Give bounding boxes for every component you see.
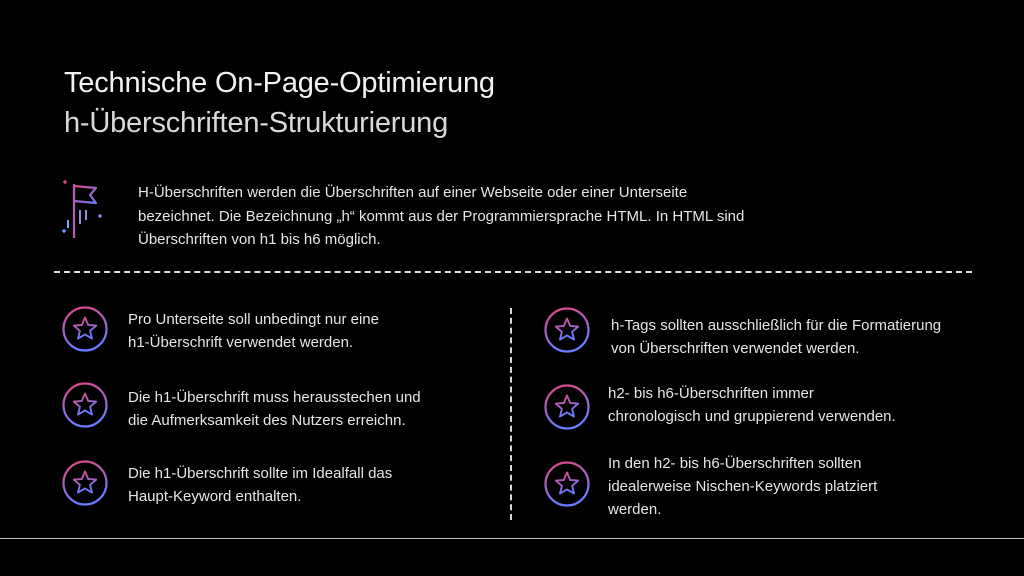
item-line: Die h1-Überschrift muss herausstechen und xyxy=(128,389,421,406)
item-line: h2- bis h6-Überschriften immer xyxy=(608,385,814,402)
item-line: In den h2- bis h6-Überschriften sollten xyxy=(608,455,862,472)
item-line: h-Tags sollten ausschließlich für die Formatierung xyxy=(611,317,942,334)
item-line: Die h1-Überschrift sollte im Idealfall das xyxy=(128,465,393,482)
star-icon xyxy=(543,306,591,354)
flag-sparkle-icon xyxy=(58,176,114,240)
star-icon xyxy=(61,381,109,429)
footer-rule xyxy=(0,538,1024,539)
intro-line: bezeichnet. Die Bezeichnung „h“ kommt aus der Programmiersprache HTML. In HTML sind xyxy=(138,207,745,225)
left-item-1 xyxy=(128,308,379,354)
intro-line: Überschriften von h1 bis h6 möglich. xyxy=(138,231,381,248)
item-line: Haupt-Keyword enthalten. xyxy=(128,488,302,505)
item-line: werden. xyxy=(608,501,662,518)
item-line: die Aufmerksamkeit des Nutzers erreichn. xyxy=(128,412,406,429)
item-line: idealerweise Nischen-Keywords platziert xyxy=(608,478,878,495)
right-item-3 xyxy=(608,452,877,521)
vertical-dashed-divider xyxy=(510,308,512,520)
star-icon xyxy=(543,383,591,431)
intro-line: H-Überschriften werden die Überschriften auf einer Webseite oder einer Unterseite xyxy=(138,184,688,201)
item-line: chronologisch und gruppierend verwenden. xyxy=(608,408,896,425)
item-line: Pro Unterseite soll unbedingt nur eine xyxy=(128,311,379,328)
right-item-1 xyxy=(611,314,941,360)
star-icon xyxy=(543,460,591,508)
item-line: h1-Überschrift verwendet werden. xyxy=(128,334,354,351)
slide-title: Technische On-Page-Optimierung xyxy=(64,67,495,99)
slide-subtitle: h-Überschriften-Strukturierung xyxy=(64,107,449,139)
left-item-2 xyxy=(128,386,421,432)
horizontal-dashed-divider xyxy=(54,271,972,273)
star-icon xyxy=(61,305,109,353)
intro-text xyxy=(138,181,858,252)
item-line: von Überschriften verwendet werden. xyxy=(611,340,860,357)
left-item-3 xyxy=(128,462,392,508)
star-icon xyxy=(61,459,109,507)
right-item-2 xyxy=(608,382,896,428)
